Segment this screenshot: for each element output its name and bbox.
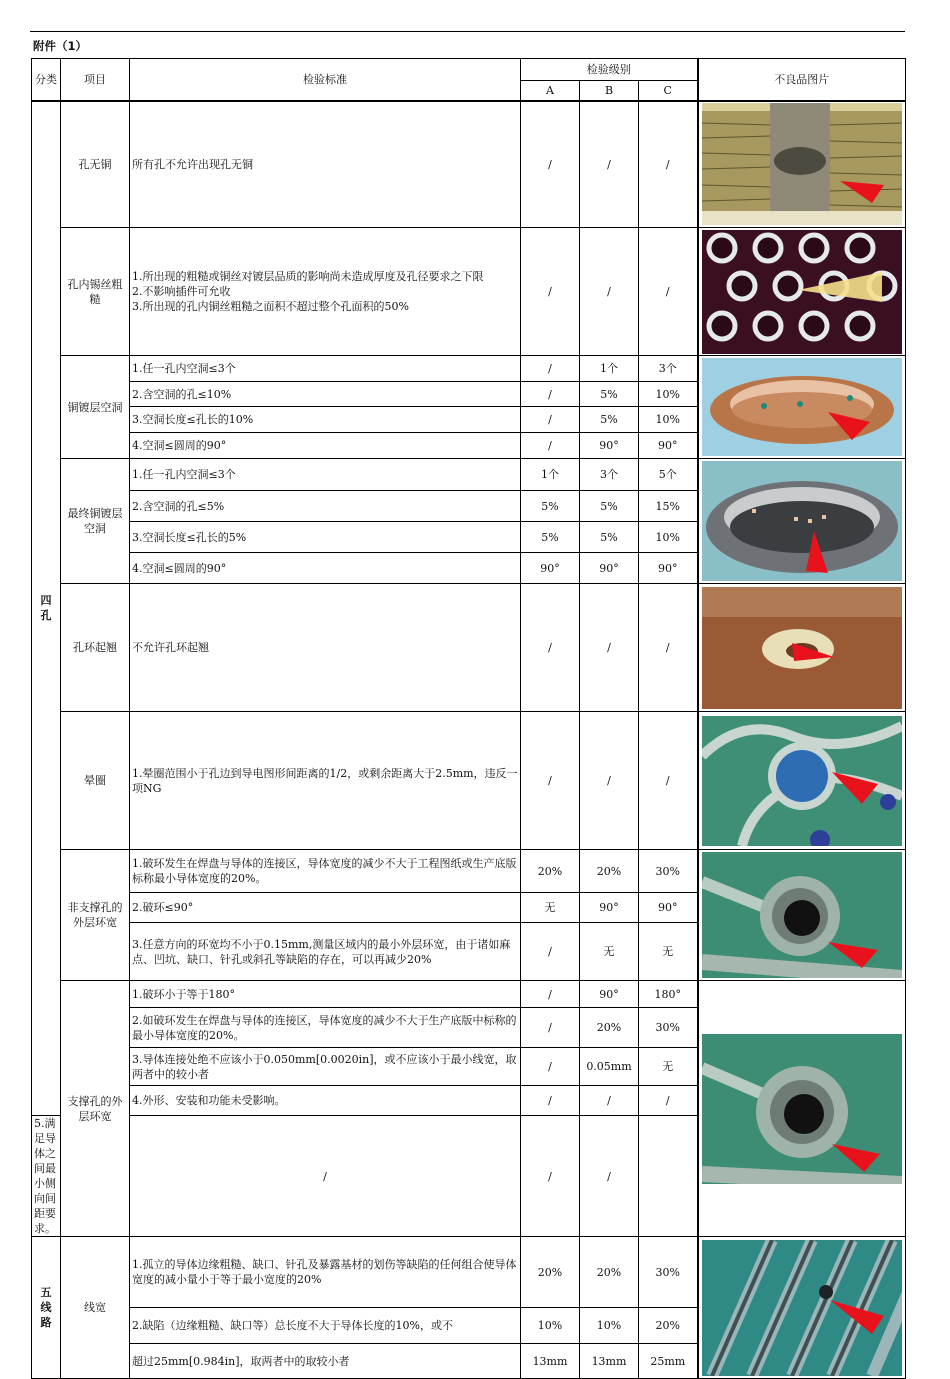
item-hole-rough-copper: 孔内锡丝粗糙 [61,228,130,356]
inspection-table [31,58,906,1379]
defect-photo [702,716,902,846]
grade-a-value: / [521,356,580,382]
std-line: 4.空洞≤圆周的90° [130,433,521,459]
grade-a-value: / [521,1008,580,1048]
defect-image-supported-annular-ring [698,981,906,1237]
grade-a-value: 5% [521,522,580,553]
item-line-width: 线宽 [61,1237,130,1379]
defect-photo [702,230,902,354]
item-unsupported-annular-ring: 非支撑孔的外层环宽 [61,850,130,981]
grade-b-value: 0.05mm [580,1048,639,1086]
grade-b-value: 5% [580,522,639,553]
grade-a-value: / [130,1116,521,1237]
std-line: 2.含空洞的孔≤10% [130,382,521,407]
grade-b-value: / [580,101,639,228]
std-line: 2.含空洞的孔≤5% [130,491,521,522]
defect-image-haloing [698,712,906,850]
defect-photo [702,852,902,978]
attachment-label: 附件（1） [33,39,88,53]
grade-b-value: 13mm [580,1344,639,1379]
header-category: 分类 [32,59,61,101]
item-ring-lifting: 孔环起翘 [61,584,130,712]
grade-c-value: 180° [639,981,698,1008]
grade-b-value: 5% [580,491,639,522]
std-hole-rough-copper: 1.所出现的粗糙或铜丝对镀层品质的影响尚未造成厚度及孔径要求之下限 2.不影响插件可允收 3.所出现的孔内铜丝粗糙之面积不超过整个孔面积的50% [130,228,521,356]
defect-photo [702,103,902,225]
grade-c-value: 90° [639,893,698,923]
std-hole-no-copper: 所有孔不允许出现孔无铜 [130,101,521,228]
std-line: 3.空洞长度≤孔长的10% [130,407,521,433]
grade-b-value: 3个 [580,459,639,491]
grade-b-value: 1个 [580,356,639,382]
std-line: 2.缺陷（边缘粗糙、缺口等）总长度不大于导体长度的10%，或不 [130,1308,521,1344]
grade-a-value: / [521,228,580,356]
grade-c-value: 90° [639,553,698,584]
grade-a-value: / [521,923,580,981]
grade-b-value: 5% [580,382,639,407]
grade-a-value: 1个 [521,459,580,491]
grade-a-value: / [521,101,580,228]
header-item: 项目 [61,59,130,101]
std-line: 3.空洞长度≤孔长的5% [130,522,521,553]
header-grade: 检验级别 [521,59,698,81]
grade-b-value: 20% [580,1008,639,1048]
grade-a-value: / [521,407,580,433]
std-line: 4.外形、安装和功能未受影响。 [130,1086,521,1116]
grade-a-value: 5% [521,491,580,522]
grade-c-value: 20% [639,1308,698,1344]
std-haloing: 1.晕圈范围小于孔边到导电图形间距离的1/2，或剩余距离大于2.5mm，违反一项NG [130,712,521,850]
std-line: 1.破环发生在焊盘与导体的连接区，导体宽度的减少不大于工程图纸或生产底版标称最小导体宽度的20%。 [130,850,521,893]
grade-b-value: 20% [580,1237,639,1308]
grade-a-value: 20% [521,1237,580,1308]
header-grade-a: A [521,81,580,101]
defect-image-final-copper-void [698,459,906,584]
defect-photo [702,1240,902,1376]
header-standard: 检验标准 [130,59,521,101]
grade-c-value: 25mm [639,1344,698,1379]
std-line: 3.导体连接处绝不应该小于0.050mm[0.0020in]，或不应该小于最小线宽，取两者中的较小者 [130,1048,521,1086]
grade-a-value: / [521,382,580,407]
defect-image-line-width [698,1237,906,1379]
grade-a-value: 90° [521,553,580,584]
defect-photo [702,461,902,581]
grade-b-value: 90° [580,553,639,584]
grade-c-value: 15% [639,491,698,522]
grade-a-value: / [521,1048,580,1086]
grade-b-value: 20% [580,850,639,893]
grade-c-value: 10% [639,407,698,433]
item-haloing: 晕圈 [61,712,130,850]
std-ring-lifting: 不允许孔环起翘 [130,584,521,712]
grade-c-value: 无 [639,923,698,981]
grade-c-value: / [639,228,698,356]
grade-a-value: / [521,981,580,1008]
top-rule [30,31,905,32]
grade-c-value: / [639,712,698,850]
grade-c-value: / [639,1086,698,1116]
std-line: 2.破环≤90° [130,893,521,923]
grade-c-value: 5个 [639,459,698,491]
grade-b-value: / [580,712,639,850]
grade-c-value: 无 [639,1048,698,1086]
header-defect-image: 不良品图片 [698,59,906,101]
grade-b-value: 90° [580,893,639,923]
grade-c-value: 10% [639,382,698,407]
std-line: 1.孤立的导体边缘粗糙、缺口、针孔及暴露基材的划伤等缺陷的任何组合使导体宽度的减小量小于等于最小宽度的20% [130,1237,521,1308]
grade-c-value: 10% [639,522,698,553]
grade-a-value: 无 [521,893,580,923]
grade-b-value: / [580,584,639,712]
grade-b-value: 5% [580,407,639,433]
grade-c-value: / [580,1116,639,1237]
std-line: 超过25mm[0.984in]，取两者中的取较小者 [130,1344,521,1379]
defect-photo [702,1034,902,1184]
header-grade-b: B [580,81,639,101]
defect-image-unsupported-annular-ring [698,850,906,981]
grade-c-value: / [639,101,698,228]
grade-c-value: 90° [639,433,698,459]
std-line: 4.空洞≤圆周的90° [130,553,521,584]
grade-c-value: 3个 [639,356,698,382]
grade-a-value: / [521,1086,580,1116]
defect-image-ring-lifting [698,584,906,712]
defect-photo [702,587,902,709]
defect-image-hole-no-copper [698,101,906,228]
grade-a-value: 20% [521,850,580,893]
std-line: 5.满足导体之间最小侧向间距要求。 [32,1116,61,1237]
item-supported-annular-ring: 支撑孔的外层环宽 [61,981,130,1237]
std-line: 2.如破环发生在焊盘与导体的连接区，导体宽度的减少不大于生产底版中标称的最小导体宽度的20%。 [130,1008,521,1048]
grade-b-value: 10% [580,1308,639,1344]
defect-image-hole-rough-copper [698,228,906,356]
grade-b-value: 无 [580,923,639,981]
defect-image-copper-plating-void [698,356,906,459]
grade-b-value: 90° [580,981,639,1008]
std-line: 1.破环小于等于180° [130,981,521,1008]
grade-b-value: 90° [580,433,639,459]
grade-c-value: / [639,584,698,712]
grade-a-value: / [521,433,580,459]
grade-c-value: 30% [639,1237,698,1308]
grade-c-value: 30% [639,1008,698,1048]
grade-a-value: 10% [521,1308,580,1344]
grade-b-value: / [580,228,639,356]
header-grade-c: C [639,81,698,101]
category-hole: 四 孔 [32,101,61,1116]
grade-a-value: 13mm [521,1344,580,1379]
grade-a-value: / [521,712,580,850]
category-line: 五 线 路 [32,1237,61,1379]
std-line: 1.任一孔内空洞≤3个 [130,356,521,382]
item-final-copper-void: 最终铜镀层空洞 [61,459,130,584]
defect-photo [702,358,902,456]
std-line: 1.任一孔内空洞≤3个 [130,459,521,491]
grade-b-value: / [521,1116,580,1237]
grade-b-value: / [580,1086,639,1116]
grade-a-value: / [521,584,580,712]
grade-c-value: 30% [639,850,698,893]
item-copper-plating-void: 铜镀层空洞 [61,356,130,459]
std-line: 3.任意方向的环宽均不小于0.15mm,测量区域内的最小外层环宽，由于诸如麻点、凹坑、缺口、针孔或斜孔等缺陷的存在，可以再减少20% [130,923,521,981]
item-hole-no-copper: 孔无铜 [61,101,130,228]
